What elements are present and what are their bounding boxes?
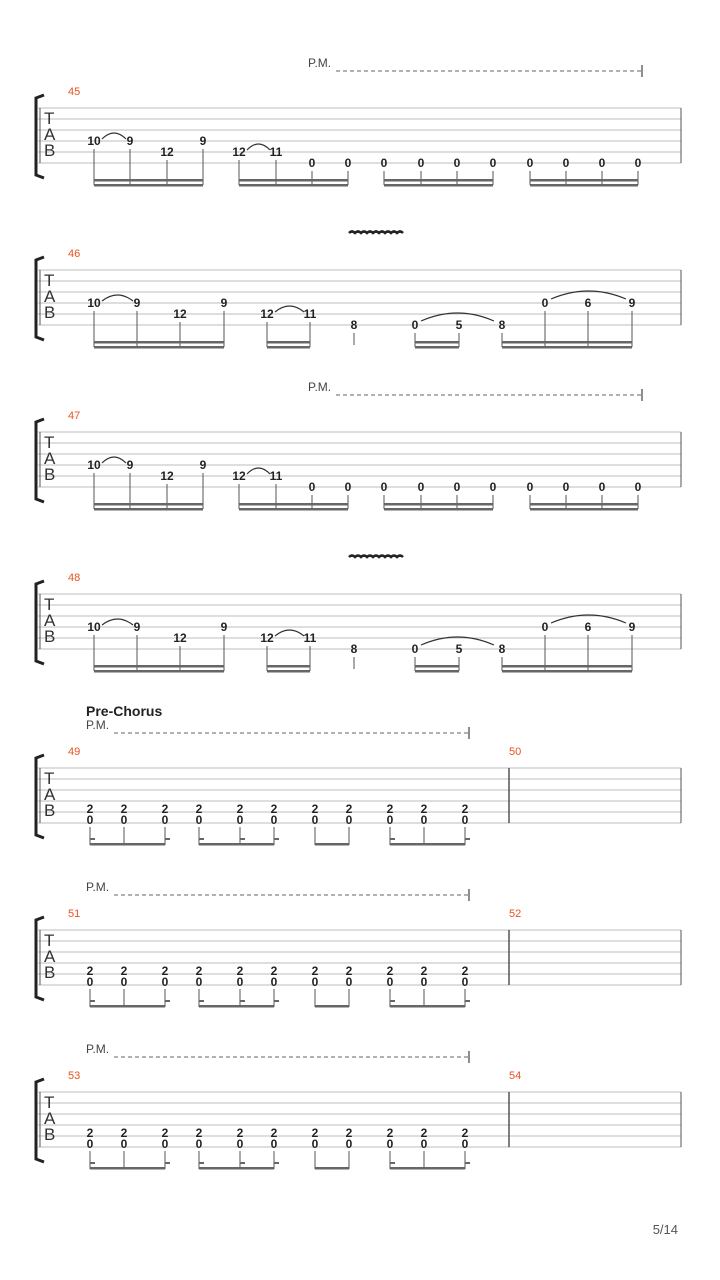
palm-mute-label: P.M. [308,56,332,70]
fret-number: 0 [120,1137,128,1151]
beam [315,1167,349,1170]
fret-number: 0 [489,480,497,494]
fret-number: 0 [345,975,353,989]
fret-number: 0 [411,318,419,332]
tab-clef-letter: A [44,947,56,966]
bar-number: 52 [509,908,522,920]
beam [267,670,310,673]
fret-number: 8 [498,642,506,656]
tab-clef-letter: A [44,125,56,144]
fret-number: 10 [87,296,101,310]
fret-number: 10 [87,620,101,634]
beam-stub [240,838,245,840]
beam [267,346,310,349]
fret-number: 2 [236,1126,244,1140]
fret-number: 2 [161,1126,169,1140]
beam [94,179,203,182]
fret-number: 0 [526,480,534,494]
beam [384,184,493,187]
fret-number: 0 [461,1137,469,1151]
fret-number: 0 [634,480,642,494]
beam [267,341,310,344]
vibrato-mark [349,232,403,234]
beam [384,503,493,506]
beam [384,508,493,511]
beam-stub [240,1000,245,1002]
fret-number: 2 [386,802,394,816]
fret-number: 0 [308,480,316,494]
fret-number: 9 [133,296,141,310]
beam [502,341,632,344]
fret-number: 0 [420,975,428,989]
fret-number: 12 [260,307,274,321]
beam-stub [465,1162,470,1164]
slur [102,457,126,463]
fret-number: 0 [562,156,570,170]
tab-clef-letter: T [44,1093,55,1112]
beam-stub [465,838,470,840]
tab-clef-letter: A [44,449,56,468]
fret-number: 0 [386,975,394,989]
fret-number: 0 [598,156,606,170]
tab-clef-letter: T [44,931,55,950]
slur [102,133,126,139]
beam [390,843,465,846]
fret-number: 0 [453,156,461,170]
fret-number: 0 [86,975,94,989]
fret-number: 0 [526,156,534,170]
tab-clef-letter: B [44,801,56,820]
fret-number: 0 [541,296,549,310]
tab-clef-letter: T [44,109,55,128]
beam-stub [390,1162,395,1164]
fret-number: 5 [455,318,463,332]
beam [94,670,224,673]
tab-clef-letter: B [44,141,56,160]
beam [199,1005,274,1008]
beam [239,179,348,182]
fret-number: 6 [584,296,592,310]
slur [275,306,304,312]
beam-stub [274,1162,279,1164]
beam [415,665,459,668]
palm-mute-label: P.M. [86,1042,110,1056]
palm-mute-label: P.M. [86,718,110,732]
fret-number: 2 [420,964,428,978]
fret-number: 0 [236,975,244,989]
slur [102,295,133,301]
fret-number: 2 [195,964,203,978]
fret-number: 2 [311,1126,319,1140]
beam-stub [390,838,395,840]
slur [247,468,270,474]
fret-number: 0 [270,813,278,827]
beam-stub [165,838,170,840]
fret-number: 12 [260,631,274,645]
fret-number: 2 [236,964,244,978]
fret-number: 2 [270,964,278,978]
section-label-pre-chorus: Pre-Chorus [86,703,163,719]
fret-number: 12 [232,469,246,483]
beam-stub [274,838,279,840]
beam [502,670,632,673]
fret-number: 2 [120,964,128,978]
fret-number: 0 [453,480,461,494]
beam-stub [199,1162,204,1164]
fret-number: 0 [345,1137,353,1151]
tab-clef-letter: B [44,1125,56,1144]
fret-number: 0 [386,813,394,827]
fret-number: 2 [420,802,428,816]
beam [94,184,203,187]
tab-clef-letter: T [44,433,55,452]
tab-clef-letter: A [44,611,56,630]
fret-number: 9 [220,620,228,634]
fret-number: 12 [160,469,174,483]
fret-number: 2 [311,802,319,816]
fret-number: 8 [350,318,358,332]
vibrato-mark [349,556,403,558]
bar-number: 53 [68,1070,81,1082]
fret-number: 9 [628,296,636,310]
bar-number: 54 [509,1070,522,1082]
fret-number: 0 [270,1137,278,1151]
fret-number: 0 [541,620,549,634]
fret-number: 9 [199,458,207,472]
fret-number: 12 [173,307,187,321]
tab-clef-letter: T [44,769,55,788]
fret-number: 0 [634,156,642,170]
fret-number: 0 [461,813,469,827]
fret-number: 0 [344,156,352,170]
fret-number: 5 [455,642,463,656]
fret-number: 0 [86,813,94,827]
fret-number: 0 [195,813,203,827]
fret-number: 6 [584,620,592,634]
fret-number: 2 [195,1126,203,1140]
fret-number: 10 [87,134,101,148]
fret-number: 2 [461,1126,469,1140]
fret-number: 0 [489,156,497,170]
fret-number: 0 [86,1137,94,1151]
bar-number: 47 [68,410,81,422]
beam [90,1167,165,1170]
page-number: 5/14 [652,1222,678,1237]
beam [384,179,493,182]
fret-number: 11 [303,631,317,645]
fret-number: 2 [461,964,469,978]
beam [315,1005,349,1008]
tab-clef-letter: A [44,287,56,306]
fret-number: 2 [161,964,169,978]
beam [94,665,224,668]
fret-number: 2 [86,802,94,816]
tab-clef-letter: B [44,963,56,982]
palm-mute-label: P.M. [308,380,332,394]
beam-stub [90,1162,95,1164]
fret-number: 12 [173,631,187,645]
fret-number: 11 [303,307,317,321]
fret-number: 10 [87,458,101,472]
fret-number: 9 [199,134,207,148]
beam [415,341,459,344]
bar-number: 50 [509,746,522,758]
beam [199,1167,274,1170]
beam [239,508,348,511]
beam-stub [165,1162,170,1164]
fret-number: 0 [386,1137,394,1151]
bar-number: 46 [68,248,81,260]
fret-number: 2 [311,964,319,978]
beam [530,184,638,187]
fret-number: 2 [270,1126,278,1140]
fret-number: 2 [386,1126,394,1140]
tab-clef-letter: T [44,595,55,614]
fret-number: 11 [269,145,283,159]
bar-number: 45 [68,86,81,98]
fret-number: 2 [345,802,353,816]
beam [199,843,274,846]
beam [94,508,203,511]
fret-number: 0 [562,480,570,494]
beam-stub [165,1000,170,1002]
beam [530,508,638,511]
fret-number: 0 [344,480,352,494]
fret-number: 9 [126,134,134,148]
slur [247,144,270,150]
beam [239,503,348,506]
beam [390,1005,465,1008]
bar-number: 49 [68,746,81,758]
fret-number: 0 [598,480,606,494]
tab-clef-letter: B [44,303,56,322]
beam-stub [199,838,204,840]
beam [530,179,638,182]
fret-number: 0 [308,156,316,170]
fret-number: 0 [311,975,319,989]
fret-number: 0 [380,156,388,170]
fret-number: 0 [380,480,388,494]
fret-number: 0 [120,975,128,989]
beam-stub [90,838,95,840]
beam [90,1005,165,1008]
beam [415,346,459,349]
palm-mute-label: P.M. [86,880,110,894]
fret-number: 0 [461,975,469,989]
fret-number: 0 [236,1137,244,1151]
fret-number: 2 [86,964,94,978]
fret-number: 2 [195,802,203,816]
fret-number: 0 [236,813,244,827]
fret-number: 2 [236,802,244,816]
fret-number: 0 [195,1137,203,1151]
fret-number: 2 [120,1126,128,1140]
beam-stub [240,1162,245,1164]
tab-clef-letter: B [44,627,56,646]
beam [502,346,632,349]
slur [275,630,304,636]
beam [94,341,224,344]
beam [530,503,638,506]
beam [502,665,632,668]
fret-number: 2 [420,1126,428,1140]
fret-number: 0 [195,975,203,989]
fret-number: 0 [161,813,169,827]
fret-number: 0 [120,813,128,827]
fret-number: 11 [269,469,283,483]
fret-number: 9 [628,620,636,634]
beam-stub [90,1000,95,1002]
fret-number: 2 [461,802,469,816]
fret-number: 2 [161,802,169,816]
fret-number: 9 [133,620,141,634]
fret-number: 0 [417,480,425,494]
fret-number: 12 [160,145,174,159]
fret-number: 2 [345,1126,353,1140]
beam [239,184,348,187]
beam [90,843,165,846]
fret-number: 2 [345,964,353,978]
fret-number: 8 [350,642,358,656]
fret-number: 9 [126,458,134,472]
beam [315,843,349,846]
beam [267,665,310,668]
beam-stub [390,1000,395,1002]
beam [94,346,224,349]
beam-stub [274,1000,279,1002]
fret-number: 2 [270,802,278,816]
beam [390,1167,465,1170]
fret-number: 0 [420,1137,428,1151]
fret-number: 0 [161,1137,169,1151]
beam [94,503,203,506]
fret-number: 2 [386,964,394,978]
fret-number: 9 [220,296,228,310]
beam [415,670,459,673]
fret-number: 0 [161,975,169,989]
bar-number: 51 [68,908,81,920]
tab-clef-letter: T [44,271,55,290]
fret-number: 8 [498,318,506,332]
fret-number: 0 [345,813,353,827]
slur [102,619,133,625]
tab-clef-letter: B [44,465,56,484]
fret-number: 0 [311,1137,319,1151]
fret-number: 2 [120,802,128,816]
fret-number: 0 [311,813,319,827]
tab-clef-letter: A [44,785,56,804]
fret-number: 0 [270,975,278,989]
tab-clef-letter: A [44,1109,56,1128]
fret-number: 12 [232,145,246,159]
beam-stub [465,1000,470,1002]
bar-number: 48 [68,572,81,584]
fret-number: 0 [420,813,428,827]
fret-number: 0 [417,156,425,170]
fret-number: 2 [86,1126,94,1140]
fret-number: 0 [411,642,419,656]
beam-stub [199,1000,204,1002]
